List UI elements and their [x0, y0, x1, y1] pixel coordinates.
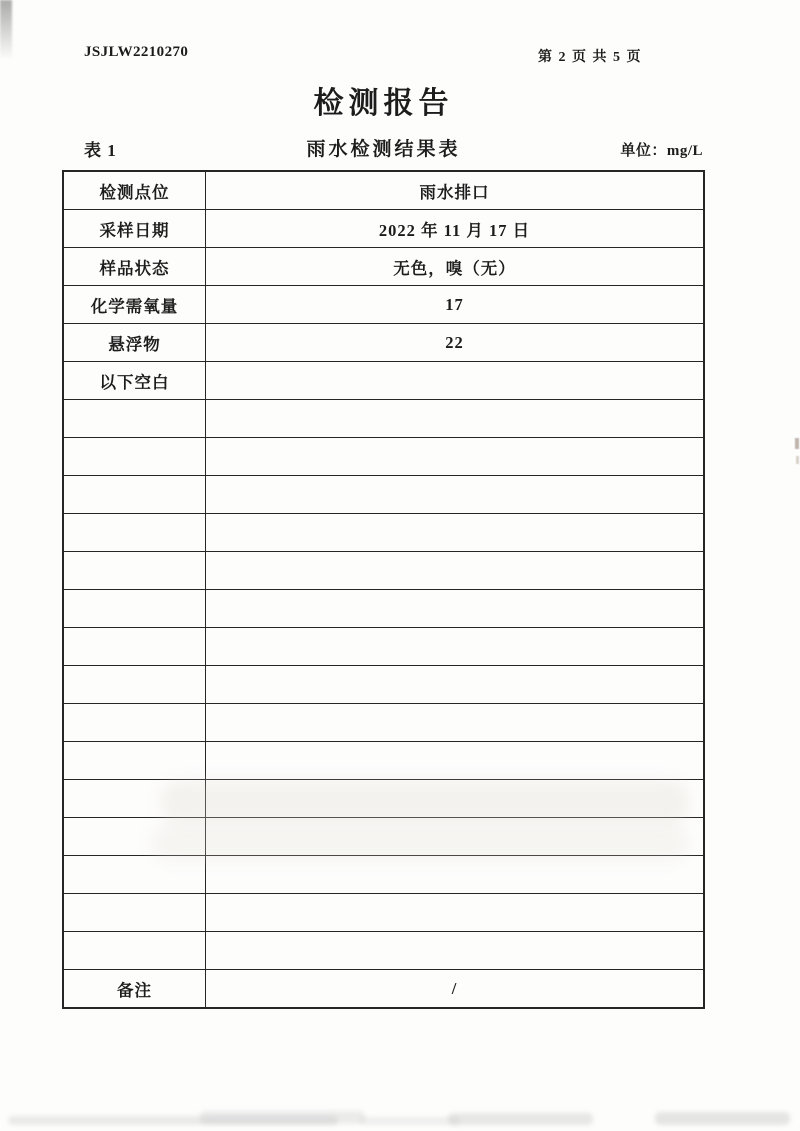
row-value: [206, 590, 705, 628]
row-value: [206, 856, 705, 894]
row-label: [63, 514, 206, 552]
table-row: [63, 704, 704, 742]
unit-label: 单位：mg/L: [620, 143, 703, 159]
row-label: [63, 894, 206, 932]
row-label: [63, 590, 206, 628]
row-value: [206, 818, 705, 856]
table-row: [63, 666, 704, 704]
row-value: 22: [206, 324, 705, 362]
table-row: [63, 286, 704, 324]
table-row: [63, 818, 704, 856]
scan-smudge: [655, 1112, 790, 1125]
row-value: 17: [206, 286, 705, 324]
row-label: [63, 628, 206, 666]
table-row: [63, 742, 704, 780]
row-value: [206, 932, 705, 970]
table-row: [63, 514, 704, 552]
table-row: [63, 552, 704, 590]
table-row: [63, 628, 704, 666]
scan-smudge: [448, 1113, 593, 1125]
row-value: [206, 894, 705, 932]
row-label: [63, 932, 206, 970]
table-row: [63, 856, 704, 894]
table-row: [63, 894, 704, 932]
row-label: [63, 552, 206, 590]
row-value: [206, 742, 705, 780]
row-label: 化学需氧量: [63, 286, 206, 324]
row-label: [63, 818, 206, 856]
row-value: [206, 628, 705, 666]
scan-smudge: [8, 1116, 338, 1125]
row-value: /: [206, 970, 705, 1009]
row-value: [206, 400, 705, 438]
row-label: 采样日期: [63, 210, 206, 248]
table-title: 雨水检测结果表: [306, 139, 461, 160]
table-row: [63, 476, 704, 514]
row-label: 检测点位: [63, 171, 206, 210]
row-value: [206, 780, 705, 818]
scan-edge-shadow: [0, 0, 12, 60]
scan-smudge: [360, 1117, 460, 1125]
table-row: [63, 400, 704, 438]
table-number-label: 表 1: [84, 141, 117, 160]
row-value: 无色，嗅（无）: [206, 248, 705, 286]
row-label: 以下空白: [63, 362, 206, 400]
row-value: 雨水排口: [206, 171, 705, 210]
document-title: 检测报告: [313, 87, 454, 120]
table-caption-row: [62, 132, 705, 164]
row-value: [206, 666, 705, 704]
row-label: [63, 666, 206, 704]
table-row: [63, 248, 704, 286]
row-value: [206, 552, 705, 590]
row-value: [206, 704, 705, 742]
table-row: [63, 362, 704, 400]
scan-edge-mark: [796, 456, 799, 464]
row-label: [63, 780, 206, 818]
table-row: [63, 780, 704, 818]
row-label: [63, 704, 206, 742]
table-row: [63, 932, 704, 970]
row-value: [206, 514, 705, 552]
row-value: [206, 438, 705, 476]
table-row: [63, 324, 704, 362]
row-label: [63, 476, 206, 514]
table-row: [63, 171, 704, 210]
row-value: [206, 362, 705, 400]
scan-smudge: [200, 1111, 365, 1124]
table-row: [63, 438, 704, 476]
row-label: [63, 438, 206, 476]
row-label: 备注: [63, 970, 206, 1009]
report-number: JSJLW2210270: [84, 44, 189, 60]
row-value: 2022 年 11 月 17 日: [206, 210, 705, 248]
scan-edge-mark: [795, 438, 799, 449]
row-label: 样品状态: [63, 248, 206, 286]
results-table: [62, 170, 705, 1009]
table-row: [63, 970, 704, 1009]
row-label: [63, 400, 206, 438]
table-row: [63, 590, 704, 628]
row-label: 悬浮物: [63, 324, 206, 362]
page-indicator: 第 2 页 共 5 页: [538, 50, 642, 65]
row-value: [206, 476, 705, 514]
row-label: [63, 742, 206, 780]
table-row: [63, 210, 704, 248]
row-label: [63, 856, 206, 894]
